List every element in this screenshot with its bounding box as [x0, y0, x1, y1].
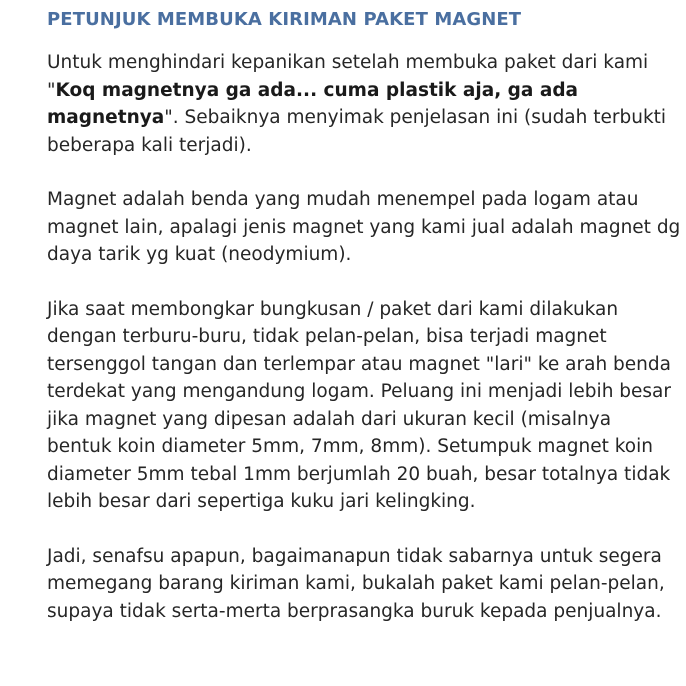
paragraph-unpacking-warning: Jika saat membongkar bungkusan / paket dari kami dilakukan dengan terburu-buru, tidak pelan-pelan, bisa terjadi magnet tersenggol tangan dan terlempar atau magnet "lari" ke arah benda terdekat yang mengandung logam. Peluang ini menjadi lebih besar jika magnet yang dipesan adalah dari ukuran kecil (misalnya bentuk koin diameter 5mm, 7mm, 8mm). Setumpuk magnet koin diameter 5mm tebal 1mm berjumlah 20 buah, besar totalnya tidak lebih besar dari sepertiga kuku jari kelingking.	[47, 298, 672, 512]
article	[47, 0, 681, 625]
paragraph-intro	[47, 49, 681, 159]
intro-text-before: Untuk menghindari kepanikan setelah membuka paket dari kami "	[47, 52, 649, 101]
intro-text-after: ". Sebaiknya menyimak penjelasan ini (sudah terbukti beberapa kali terjadi).	[47, 107, 667, 156]
intro-quote: Koq magnetnya ga ada... cuma plastik aja, ga ada magnetnya	[47, 79, 579, 128]
paragraph-magnet-description: Magnet adalah benda yang mudah menempel pada logam atau magnet lain, apalagi jenis magnet yang kami jual adalah magnet dg daya tarik yg kuat (neodymium).	[47, 189, 681, 265]
article-title: PETUNJUK MEMBUKA KIRIMAN PAKET MAGNET	[47, 9, 522, 30]
paragraph-conclusion: Jadi, senafsu apapun, bagaimanapun tidak sabarnya untuk segera memegang barang kiriman kami, bukalah paket kami pelan-pelan, supaya tidak serta-merta berprasangka buruk kepada penjualnya.	[47, 545, 665, 622]
